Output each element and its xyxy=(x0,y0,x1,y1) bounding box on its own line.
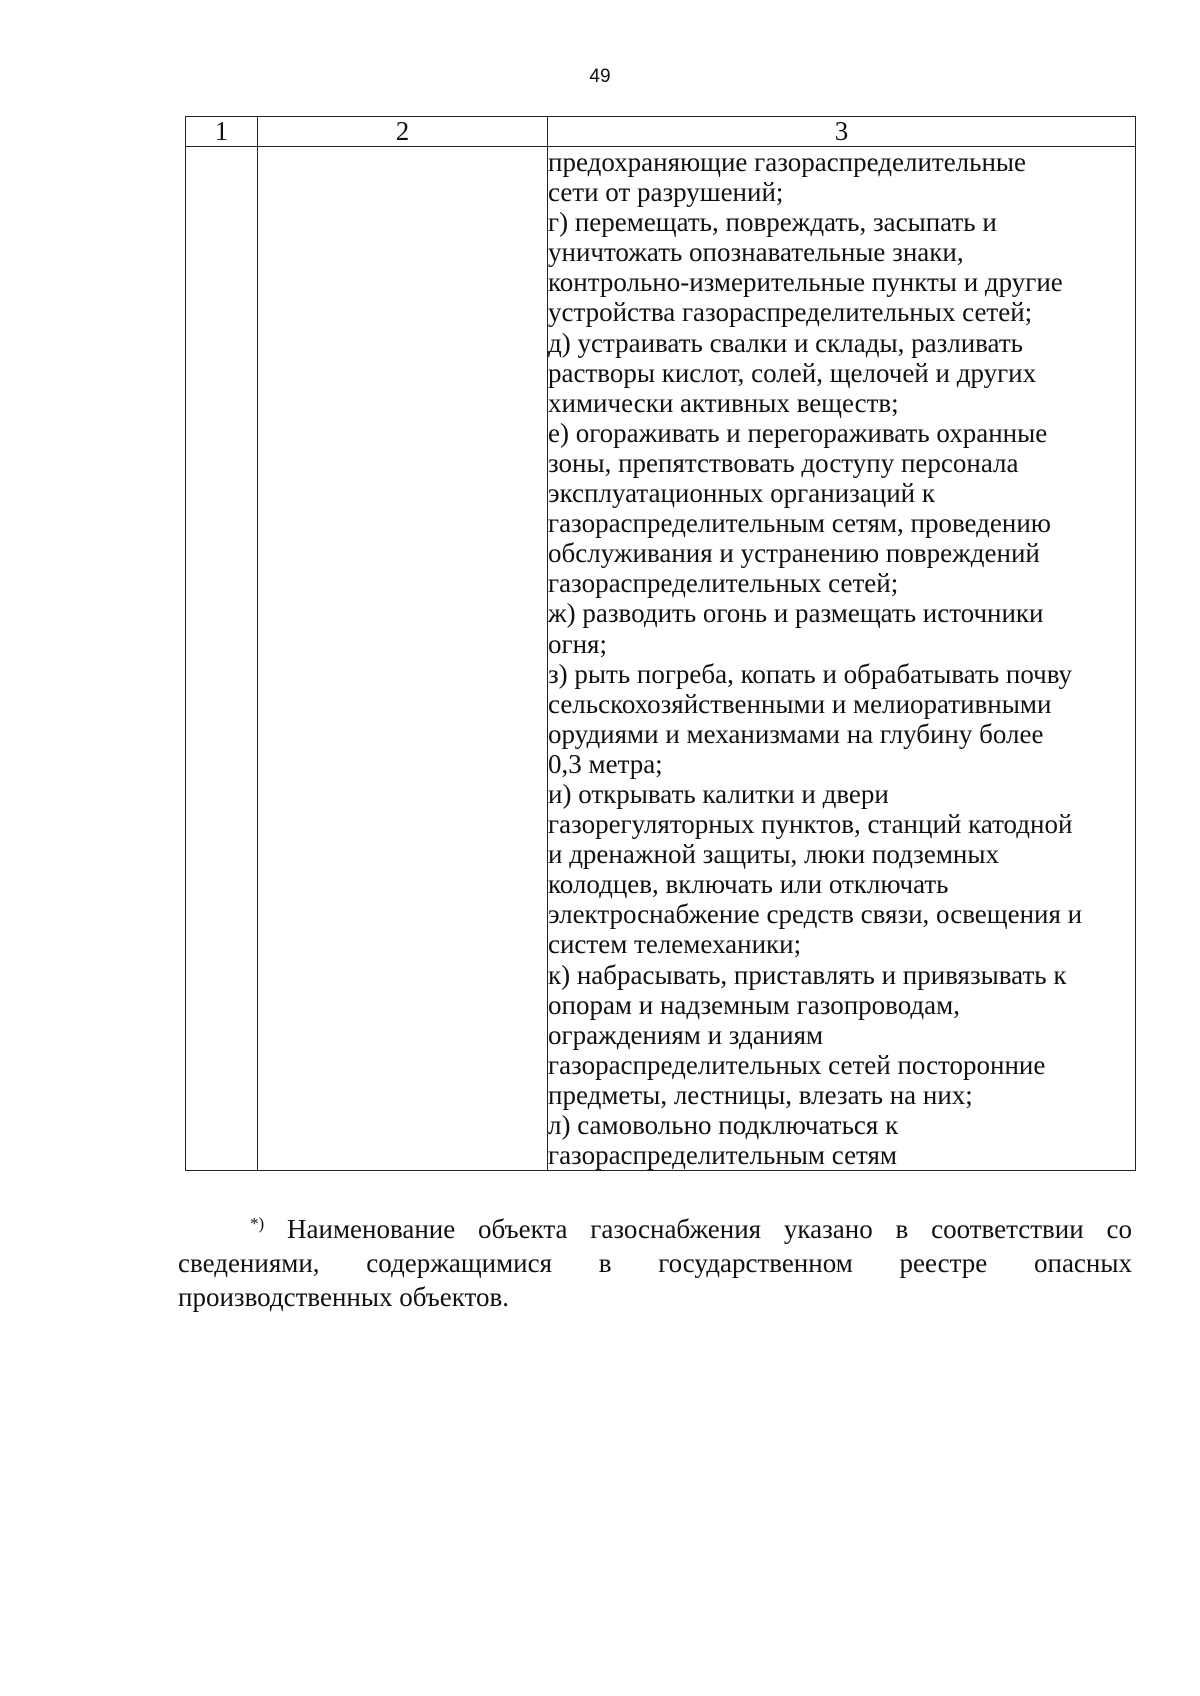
cell-text-line: систем телемеханики; xyxy=(548,929,802,960)
cell-text-line: электроснабжение средств связи, освещения и xyxy=(548,899,1083,930)
cell-text-line: колодцев, включать или отключать xyxy=(548,869,949,900)
cell-text-line: опорам и надземным газопроводам, xyxy=(548,989,960,1020)
cell-text-line: предметы, лестницы, влезать на них; xyxy=(548,1079,973,1110)
cell-text-line: сети от разрушений; xyxy=(548,177,784,208)
table-cell-col-2 xyxy=(258,147,548,1171)
cell-text-line: д) устраивать свалки и склады, разливать xyxy=(548,327,1023,358)
cell-text-line: предохраняющие газораспределительные xyxy=(548,147,1027,177)
table-cell-col-1 xyxy=(186,147,258,1171)
cell-text-line: уничтожать опознавательные знаки, xyxy=(548,237,964,268)
cell-text-line: г) перемещать, повреждать, засыпать и xyxy=(548,207,997,238)
page-number: 49 xyxy=(589,66,611,87)
cell-text-line: газораспределительных сетей; xyxy=(548,568,899,599)
cell-text-line: з) рыть погреба, копать и обрабатывать почву xyxy=(548,658,1073,689)
cell-text-line: устройства газораспределительных сетей; xyxy=(548,297,1033,328)
footnote-mark: *) xyxy=(250,1214,265,1233)
table-header-row xyxy=(186,117,1136,147)
cell-text-line: контрольно-измерительные пункты и другие xyxy=(548,267,1063,298)
cell-text-line: огня; xyxy=(548,628,607,659)
cell-text-line: газораспределительных сетей посторонние xyxy=(548,1049,1046,1080)
cell-text-line: орудиями и механизмами на глубину более xyxy=(548,718,1044,749)
cell-text-line: газораспределительным сетям xyxy=(548,1140,897,1171)
cell-text-line: к) набрасывать, приставлять и привязывать к xyxy=(548,959,1067,990)
table-row xyxy=(186,147,1136,1171)
column-header-2: 2 xyxy=(258,117,548,147)
cell-text-line: ж) разводить огонь и размещать источники xyxy=(548,598,1044,629)
cell-text-line: и) открывать калитки и двери xyxy=(548,778,889,809)
cell-text-line: зоны, препятствовать доступу персонала xyxy=(548,447,1019,478)
column-header-1: 1 xyxy=(186,117,258,147)
document-table xyxy=(185,116,1136,1171)
footnote-paragraph xyxy=(178,1212,1132,1314)
cell-text-line: растворы кислот, солей, щелочей и других xyxy=(548,357,1037,388)
cell-text-line: эксплуатационных организаций к xyxy=(548,478,935,509)
cell-text-line: ограждениям и зданиям xyxy=(548,1019,824,1050)
cell-text-line: обслуживания и устранению повреждений xyxy=(548,538,1040,569)
cell-text-line: химически активных веществ; xyxy=(548,387,899,418)
column-header-3: 3 xyxy=(548,117,1136,147)
cell-text-line: газораспределительным сетям, проведению xyxy=(548,508,1051,539)
cell-text-line: 0,3 метра; xyxy=(548,748,663,779)
cell-text-line: газорегуляторных пунктов, станций катодной xyxy=(548,809,1073,840)
footnote-text: Наименование объекта газоснабжения указано в соответствии со сведениями, содержащимися в государственном реестре опасных производственных объектов. xyxy=(178,1214,1133,1312)
cell-text-line: л) самовольно подключаться к xyxy=(548,1110,899,1140)
cell-text-line: сельскохозяйственными и мелиоративными xyxy=(548,688,1052,719)
footnote xyxy=(178,1212,1132,1314)
cell-text-line: е) огораживать и перегораживать охранные xyxy=(548,417,1048,448)
cell-text-line: и дренажной защиты, люки подземных xyxy=(548,839,1000,870)
table-cell-col-3 xyxy=(548,147,1136,1171)
